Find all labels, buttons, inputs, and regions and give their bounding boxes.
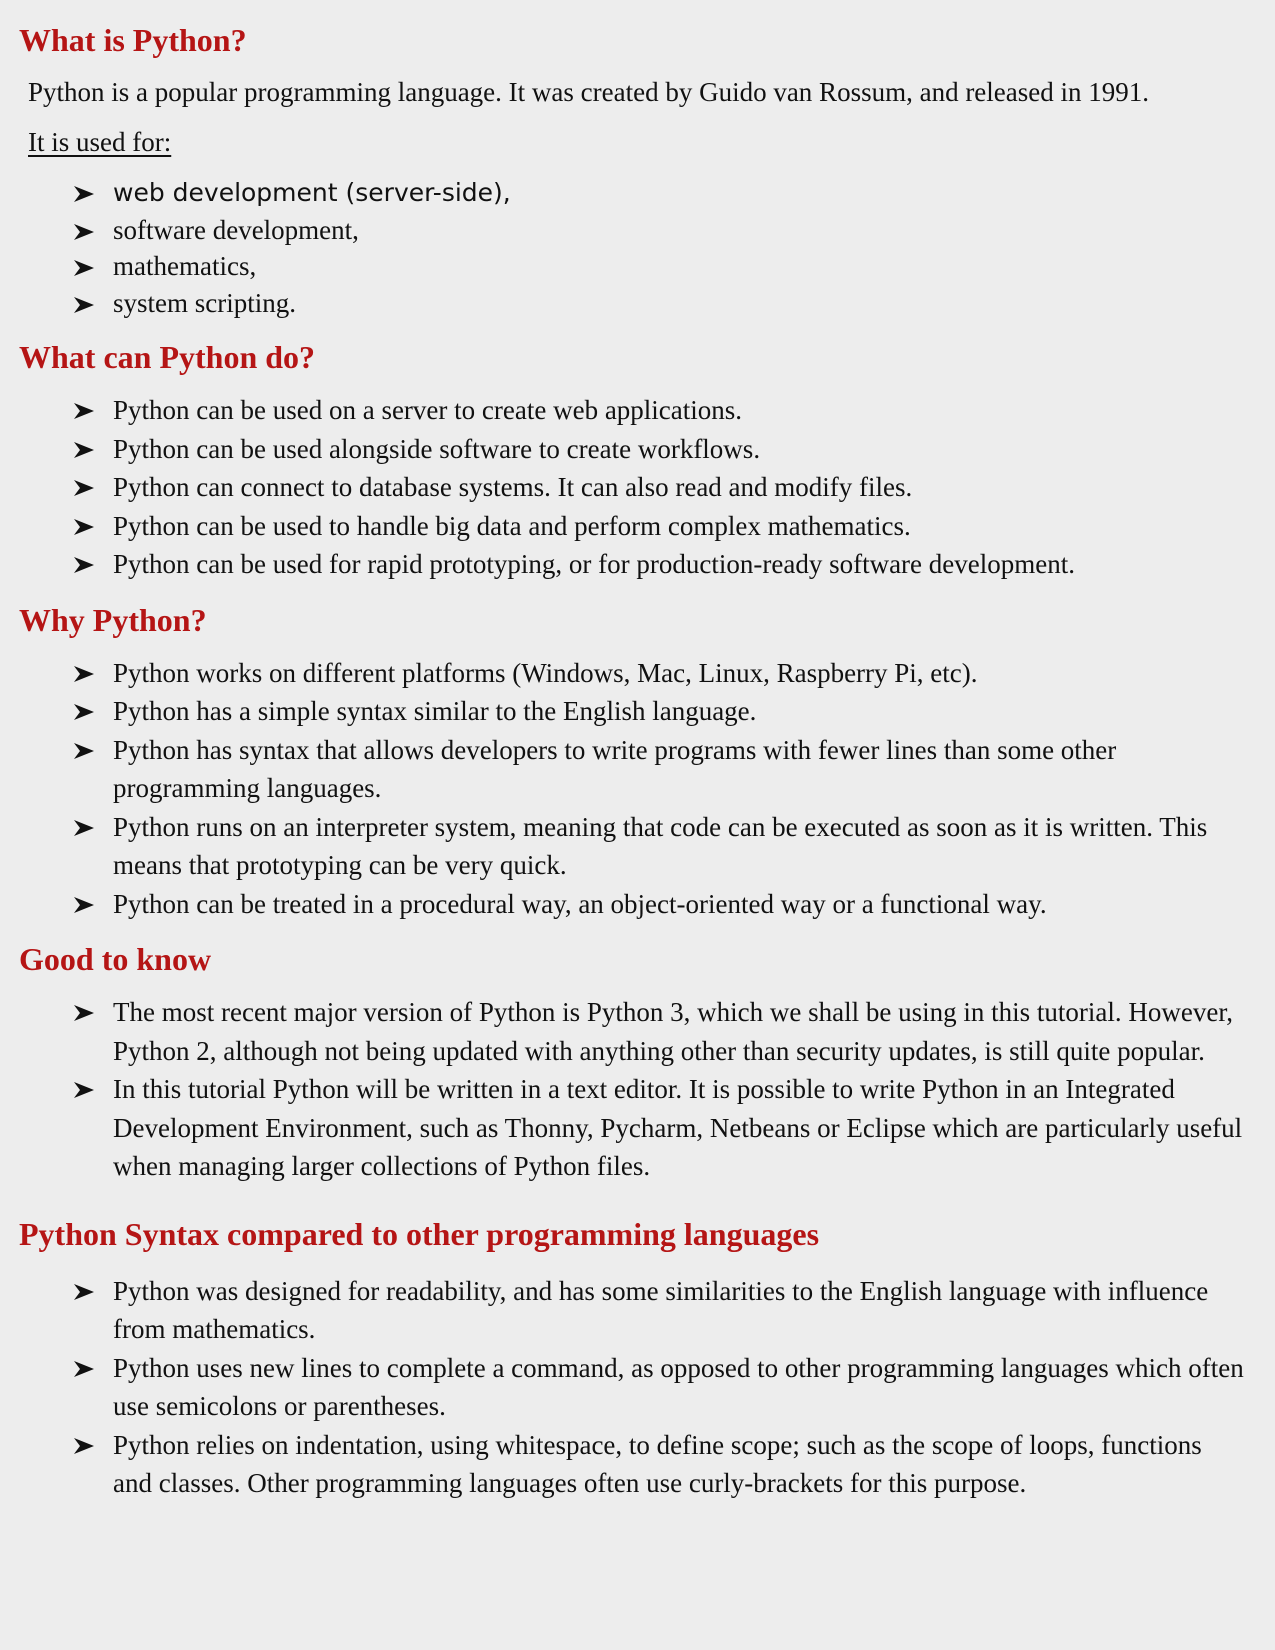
good-to-know-list [19, 993, 1255, 1186]
arrowhead-bullet-icon [73, 391, 95, 429]
list-item [113, 654, 1255, 693]
arrowhead-bullet-icon [73, 430, 95, 468]
list-item-text: web development (server-side), [113, 178, 511, 207]
list-item-text: The most recent major version of Python is Python 3, which we shall be using in this tutorial. However, Python 2, although not being updated with anything other than security updates, is still quite popular. [113, 997, 1233, 1066]
arrowhead-bullet-icon [73, 808, 95, 846]
list-item [113, 885, 1255, 924]
arrowhead-bullet-icon [73, 692, 95, 730]
arrowhead-bullet-icon [73, 174, 95, 212]
list-item [113, 1426, 1255, 1503]
list-item-text: software development, [113, 214, 359, 245]
arrowhead-bullet-icon [73, 1349, 95, 1387]
heading-what-is-python: What is Python? [19, 22, 247, 58]
list-item [113, 212, 1255, 249]
heading-why-python: Why Python? [19, 601, 207, 638]
intro-paragraph: Python is a popular programming language. It was created by Guido van Rossum, and released in 1991. [28, 77, 1150, 107]
list-item [113, 1349, 1255, 1426]
arrowhead-bullet-icon [73, 468, 95, 506]
list-item [113, 731, 1255, 808]
list-item [113, 430, 1255, 469]
arrowhead-bullet-icon [73, 1070, 95, 1108]
arrowhead-bullet-icon [73, 1272, 95, 1310]
arrowhead-bullet-icon [73, 654, 95, 692]
why-list [19, 654, 1255, 924]
list-item [113, 993, 1255, 1070]
arrowhead-bullet-icon [73, 1426, 95, 1464]
arrowhead-bullet-icon [73, 885, 95, 923]
list-item-text: Python has a simple syntax similar to the English language. [113, 696, 757, 726]
list-item-text: Python can be used for rapid prototyping, or for production-ready software development. [113, 549, 1075, 579]
list-item-text: system scripting. [113, 287, 296, 318]
list-item [113, 391, 1255, 430]
arrowhead-bullet-icon [73, 731, 95, 769]
list-item [113, 692, 1255, 731]
list-item [113, 468, 1255, 507]
heading-what-can-python-do: What can Python do? [19, 339, 316, 375]
arrowhead-bullet-icon [73, 248, 95, 286]
list-item-text: Python can be used to handle big data and perform complex mathematics. [113, 510, 911, 541]
list-item-text: In this tutorial Python will be written in a text editor. It is possible to write Python in an Integrated Development Environment, such as Thonny, Pycharm, Netbeans or Eclipse which are particularly useful when managing larger collections of Python files. [113, 1074, 1243, 1181]
list-item-text: Python relies on indentation, using whitespace, to define scope; such as the scope of loops, functions and classes. Other programming languages often use curly-brackets for this purpose. [113, 1429, 1202, 1498]
list-item-text: Python runs on an interpreter system, meaning that code can be executed as soon as it is written. This means that prototyping can be very quick. [113, 811, 1208, 880]
arrowhead-bullet-icon [73, 212, 95, 250]
list-item [113, 545, 1255, 584]
list-item-text: Python can be used on a server to create web applications. [113, 395, 743, 425]
heading-python-syntax: Python Syntax compared to other programming languages [19, 1215, 820, 1252]
arrowhead-bullet-icon [73, 507, 95, 545]
used-for-list [19, 174, 1255, 321]
list-item [113, 808, 1255, 885]
list-item-text: Python can be treated in a procedural way, an object-oriented way or a functional way. [113, 888, 1047, 919]
arrowhead-bullet-icon [73, 545, 95, 583]
list-item-text: Python has syntax that allows developers to write programs with fewer lines than some other programming languages. [113, 734, 1117, 803]
list-item [113, 248, 1255, 285]
list-item-text: Python uses new lines to complete a command, as opposed to other programming languages which often use semicolons or parentheses. [113, 1352, 1244, 1421]
arrowhead-bullet-icon [73, 993, 95, 1031]
list-item [113, 1070, 1255, 1186]
list-item-text: Python can be used alongside software to create workflows. [113, 433, 761, 464]
arrowhead-bullet-icon [73, 285, 95, 323]
list-item-text: Python was designed for readability, and has some similarities to the English language with influence from mathematics. [113, 1275, 1209, 1344]
list-item-text: mathematics, [113, 251, 257, 281]
list-item [113, 285, 1255, 322]
heading-good-to-know: Good to know [19, 941, 212, 977]
can-do-list [19, 391, 1255, 584]
list-item [113, 1272, 1255, 1349]
list-item [113, 507, 1255, 546]
used-for-label: It is used for: [28, 127, 172, 157]
list-item-text: Python works on different platforms (Windows, Mac, Linux, Raspberry Pi, etc). [113, 657, 978, 688]
list-item-text: Python can connect to database systems. It can also read and modify files. [113, 472, 913, 502]
list-item [113, 174, 1255, 212]
syntax-list [19, 1272, 1255, 1503]
